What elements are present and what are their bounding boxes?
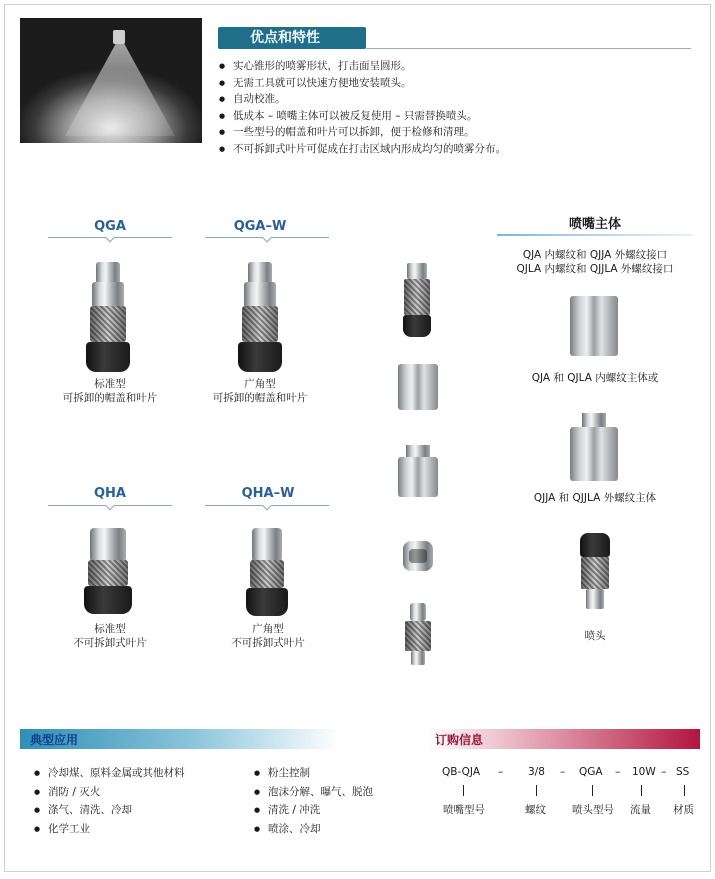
order-part-tip: QGA xyxy=(579,766,603,778)
tip-image xyxy=(578,533,612,611)
order-part-nozzle: QB-QJA xyxy=(442,766,481,778)
female-body-image xyxy=(570,296,618,356)
male-body-image xyxy=(570,413,618,481)
features-list xyxy=(219,58,506,158)
feature-item: ● 一些型号的帽盖和叶片可以拆卸，便于检修和清理。 xyxy=(219,124,506,141)
feature-item: ● 无需工具就可以快速方便地安装喷头。 xyxy=(219,75,506,92)
order-dash: – xyxy=(560,766,566,778)
center-gasket-image xyxy=(403,541,433,571)
application-item: ● 粉尘控制 xyxy=(254,764,373,783)
spray-photo xyxy=(20,18,202,143)
nozzle-body-divider xyxy=(497,234,693,236)
qga-w-caption-type: 广角型 xyxy=(244,378,276,390)
nozzle-body-line1: QJA 内螺纹和 QJJA 外螺纹接口 xyxy=(522,249,668,261)
model-qga-w-label: QGA–W xyxy=(233,219,287,234)
application-item: ● 清洗 / 冲洗 xyxy=(254,801,373,820)
female-body-caption: QJA 和 QJLA 内螺纹主体或 xyxy=(531,372,659,384)
feature-item: ● 不可拆卸式叶片可促成在打击区域内形成均匀的喷雾分布。 xyxy=(219,141,506,158)
nozzle-body-line2: QJLA 内螺纹和 QJJLA 外螺纹接口 xyxy=(516,263,674,275)
center-female-body-image xyxy=(398,364,438,410)
center-male-body-image xyxy=(398,445,438,497)
application-item: ● 化学工业 xyxy=(34,820,185,839)
ordering-title: 订购信息 xyxy=(435,733,484,747)
application-item: ● 泡沫分解、曝气、脱泡 xyxy=(254,783,373,802)
qha-nozzle-image xyxy=(84,528,132,616)
model-qha-underline xyxy=(48,500,172,506)
center-vane-image xyxy=(403,603,433,667)
model-qga-w-underline xyxy=(205,232,329,238)
order-label-nozzle: 喷嘴型号 xyxy=(443,804,485,816)
model-qha-label: QHA xyxy=(94,486,126,501)
order-label-tip: 喷头型号 xyxy=(572,804,614,816)
feature-item: ● 自动校准。 xyxy=(219,91,506,108)
order-tick xyxy=(684,785,685,796)
order-label-material: 材质 xyxy=(673,804,694,816)
qga-caption-type: 标准型 xyxy=(94,378,126,390)
applications-list-left xyxy=(34,764,185,838)
qha-w-caption-type: 广角型 xyxy=(252,623,284,635)
order-label-thread: 螺纹 xyxy=(525,804,546,816)
order-dash: – xyxy=(661,766,667,778)
qha-w-caption-desc: 不可拆卸式叶片 xyxy=(231,637,305,649)
order-tick xyxy=(536,785,537,796)
qga-nozzle-image xyxy=(86,262,130,374)
photo-nozzle xyxy=(113,30,125,44)
application-item: ● 喷涂、冷却 xyxy=(254,820,373,839)
order-tick xyxy=(592,785,593,796)
order-dash: – xyxy=(615,766,621,778)
application-item: ● 冷却煤、原料金属或其他材料 xyxy=(34,764,185,783)
feature-item: ● 低成本 – 喷嘴主体可以被反复使用 – 只需替换喷头。 xyxy=(219,108,506,125)
male-body-caption: QJJA 和 QJJLA 外螺纹主体 xyxy=(533,492,657,504)
order-label-flow: 流量 xyxy=(630,804,651,816)
model-qga-label: QGA xyxy=(94,219,126,234)
nozzle-body-title: 喷嘴主体 xyxy=(568,217,621,232)
qga-w-nozzle-image xyxy=(238,262,282,374)
order-tick xyxy=(641,785,642,796)
model-qha-w-label: QHA–W xyxy=(241,486,295,501)
qha-caption-desc: 不可拆卸式叶片 xyxy=(73,637,147,649)
application-item: ● 涤气、清洗、冷却 xyxy=(34,801,185,820)
application-item: ● 消防 / 灭火 xyxy=(34,783,185,802)
features-title: 优点和特性 xyxy=(218,27,366,49)
feature-item: ● 实心锥形的喷雾形状，打击面呈圆形。 xyxy=(219,58,506,75)
qha-w-nozzle-image xyxy=(246,528,288,618)
tip-caption: 喷头 xyxy=(584,630,606,642)
applications-title: 典型应用 xyxy=(30,733,79,747)
model-qha-w-underline xyxy=(205,500,329,506)
applications-list-right xyxy=(254,764,373,838)
order-part-thread: 3/8 xyxy=(528,766,545,778)
features-divider xyxy=(366,48,691,49)
order-part-material: SS xyxy=(676,766,690,778)
order-dash: – xyxy=(498,766,504,778)
qga-w-caption-desc: 可拆卸的帽盖和叶片 xyxy=(212,392,308,404)
order-part-flow: 10W xyxy=(632,766,656,778)
model-qga-underline xyxy=(48,232,172,238)
qha-caption-type: 标准型 xyxy=(94,623,126,635)
order-tick xyxy=(463,785,464,796)
qga-caption-desc: 可拆卸的帽盖和叶片 xyxy=(62,392,158,404)
center-tip-image xyxy=(401,263,433,339)
spray-cone xyxy=(65,36,175,136)
